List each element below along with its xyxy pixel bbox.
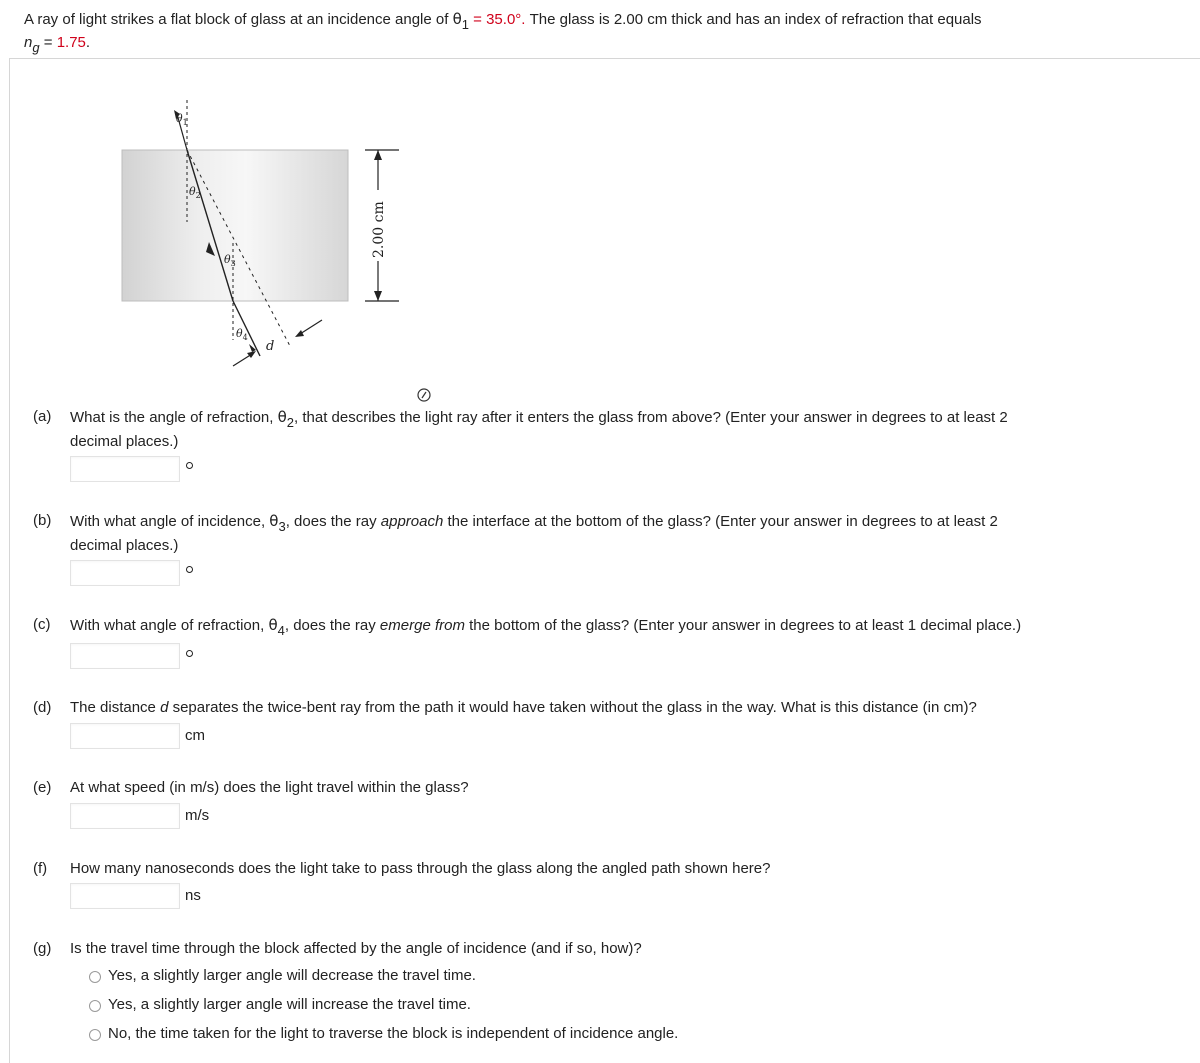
theta-subscript: 2 bbox=[286, 415, 295, 430]
d-arrowhead-right bbox=[295, 330, 304, 337]
theta1-subscript: 1 bbox=[461, 17, 469, 32]
intro-text: A ray of light strikes a flat block of glass at an incidence angle of bbox=[24, 11, 453, 28]
theta-symbol: θ bbox=[269, 512, 279, 530]
d-arrow-left bbox=[233, 354, 252, 366]
unit-label-f: ns bbox=[185, 887, 201, 904]
option-label[interactable]: Yes, a slightly larger angle will decrease the travel time. bbox=[108, 967, 476, 984]
theta1-label: $\theta_1$ bbox=[176, 112, 188, 127]
theta1-symbol: θ bbox=[452, 10, 462, 28]
question-b bbox=[33, 509, 1183, 557]
theta1-value: = 35.0°. bbox=[469, 11, 526, 28]
question-letter: (g) bbox=[33, 940, 52, 957]
question-text: With what angle of incidence, bbox=[70, 513, 270, 530]
theta-symbol: θ bbox=[268, 616, 278, 634]
question-text: Is the travel time through the block affected by the angle of incidence (and if so, how)? bbox=[70, 940, 642, 957]
dimension-arrow-up bbox=[374, 150, 382, 160]
question-emphasis: d bbox=[160, 699, 169, 716]
question-emphasis: approach bbox=[380, 513, 444, 530]
theta-subscript: 4 bbox=[277, 623, 285, 638]
intro-text-2: The glass is 2.00 cm thick and has an index of refraction that equals bbox=[525, 11, 982, 28]
question-letter: (b) bbox=[33, 512, 52, 529]
info-icon[interactable] bbox=[417, 388, 431, 402]
question-e bbox=[33, 776, 1183, 800]
ng-symbol: n bbox=[24, 34, 33, 51]
ng-equals: = bbox=[39, 34, 57, 51]
question-letter: (e) bbox=[33, 779, 52, 796]
question-text: How many nanoseconds does the light take to pass through the glass along the angled path shown here? bbox=[70, 860, 771, 877]
ng-value: 1.75 bbox=[56, 34, 86, 51]
question-letter: (d) bbox=[33, 699, 52, 716]
thickness-label: 2.00 cm bbox=[371, 201, 387, 258]
answer-input-e[interactable] bbox=[70, 803, 180, 829]
question-text: What is the angle of refraction, bbox=[70, 409, 278, 426]
d-label: d bbox=[266, 339, 275, 354]
ng-period: . bbox=[85, 34, 91, 51]
degree-unit-a bbox=[186, 462, 193, 469]
degree-unit-b bbox=[186, 566, 193, 573]
degree-unit-c bbox=[186, 650, 193, 657]
theta3-label: $\theta_3$ bbox=[224, 253, 236, 268]
question-g bbox=[33, 937, 1183, 961]
theta2-label: $\theta_2$ bbox=[189, 185, 201, 200]
question-text: With what angle of refraction, bbox=[70, 617, 269, 634]
question-text-mid: , does the ray bbox=[284, 617, 380, 634]
question-emphasis: emerge from bbox=[379, 617, 465, 634]
question-letter: (a) bbox=[33, 408, 52, 425]
answer-input-d[interactable] bbox=[70, 723, 180, 749]
question-letter: (c) bbox=[33, 616, 51, 633]
question-text-2: , that describes the light ray after it enters the glass from above? (Enter your answer in degrees to at least 2 bbox=[294, 409, 1008, 426]
option-label[interactable]: Yes, a slightly larger angle will increase the travel time. bbox=[108, 996, 471, 1013]
dimension-arrow-down bbox=[374, 291, 382, 301]
question-d bbox=[33, 696, 1183, 720]
ng-subscript: g bbox=[32, 40, 40, 55]
theta4-label: $\theta_4$ bbox=[236, 327, 248, 342]
radio-button[interactable] bbox=[89, 1029, 101, 1041]
question-text-3: decimal places.) bbox=[70, 433, 179, 450]
question-text: At what speed (in m/s) does the light travel within the glass? bbox=[70, 779, 469, 796]
question-c bbox=[33, 613, 1183, 637]
question-text: The distance bbox=[70, 699, 161, 716]
question-letter: (f) bbox=[33, 860, 48, 877]
answer-input-f[interactable] bbox=[70, 883, 180, 909]
question-text-2: the interface at the bottom of the glass? (Enter your answer in degrees to at least 2 bbox=[443, 513, 998, 530]
question-text-2: separates the twice-bent ray from the path it would have taken without the glass in the way. What is this distance (in cm)? bbox=[168, 699, 977, 716]
question-a bbox=[33, 405, 1183, 453]
radio-button[interactable] bbox=[89, 1000, 101, 1012]
glass-block bbox=[122, 150, 348, 301]
radio-button[interactable] bbox=[89, 971, 101, 983]
option-label[interactable]: No, the time taken for the light to traverse the block is independent of incidence angle. bbox=[108, 1025, 679, 1042]
question-text-2: the bottom of the glass? (Enter your answer in degrees to at least 1 decimal place.) bbox=[464, 617, 1022, 634]
unit-label-d: cm bbox=[185, 727, 205, 744]
question-text-3: decimal places.) bbox=[70, 537, 179, 554]
problem-statement bbox=[24, 8, 1184, 54]
answer-input-c[interactable] bbox=[70, 643, 180, 669]
unit-label-e: m/s bbox=[185, 807, 210, 824]
answer-input-b[interactable] bbox=[70, 560, 180, 586]
theta-symbol: θ bbox=[277, 408, 287, 426]
question-f bbox=[33, 857, 1183, 881]
answer-input-a[interactable] bbox=[70, 456, 180, 482]
question-text-mid: , does the ray bbox=[285, 513, 381, 530]
refraction-diagram bbox=[100, 88, 440, 378]
d-arrow-right bbox=[300, 320, 322, 334]
theta-subscript: 3 bbox=[278, 519, 286, 534]
